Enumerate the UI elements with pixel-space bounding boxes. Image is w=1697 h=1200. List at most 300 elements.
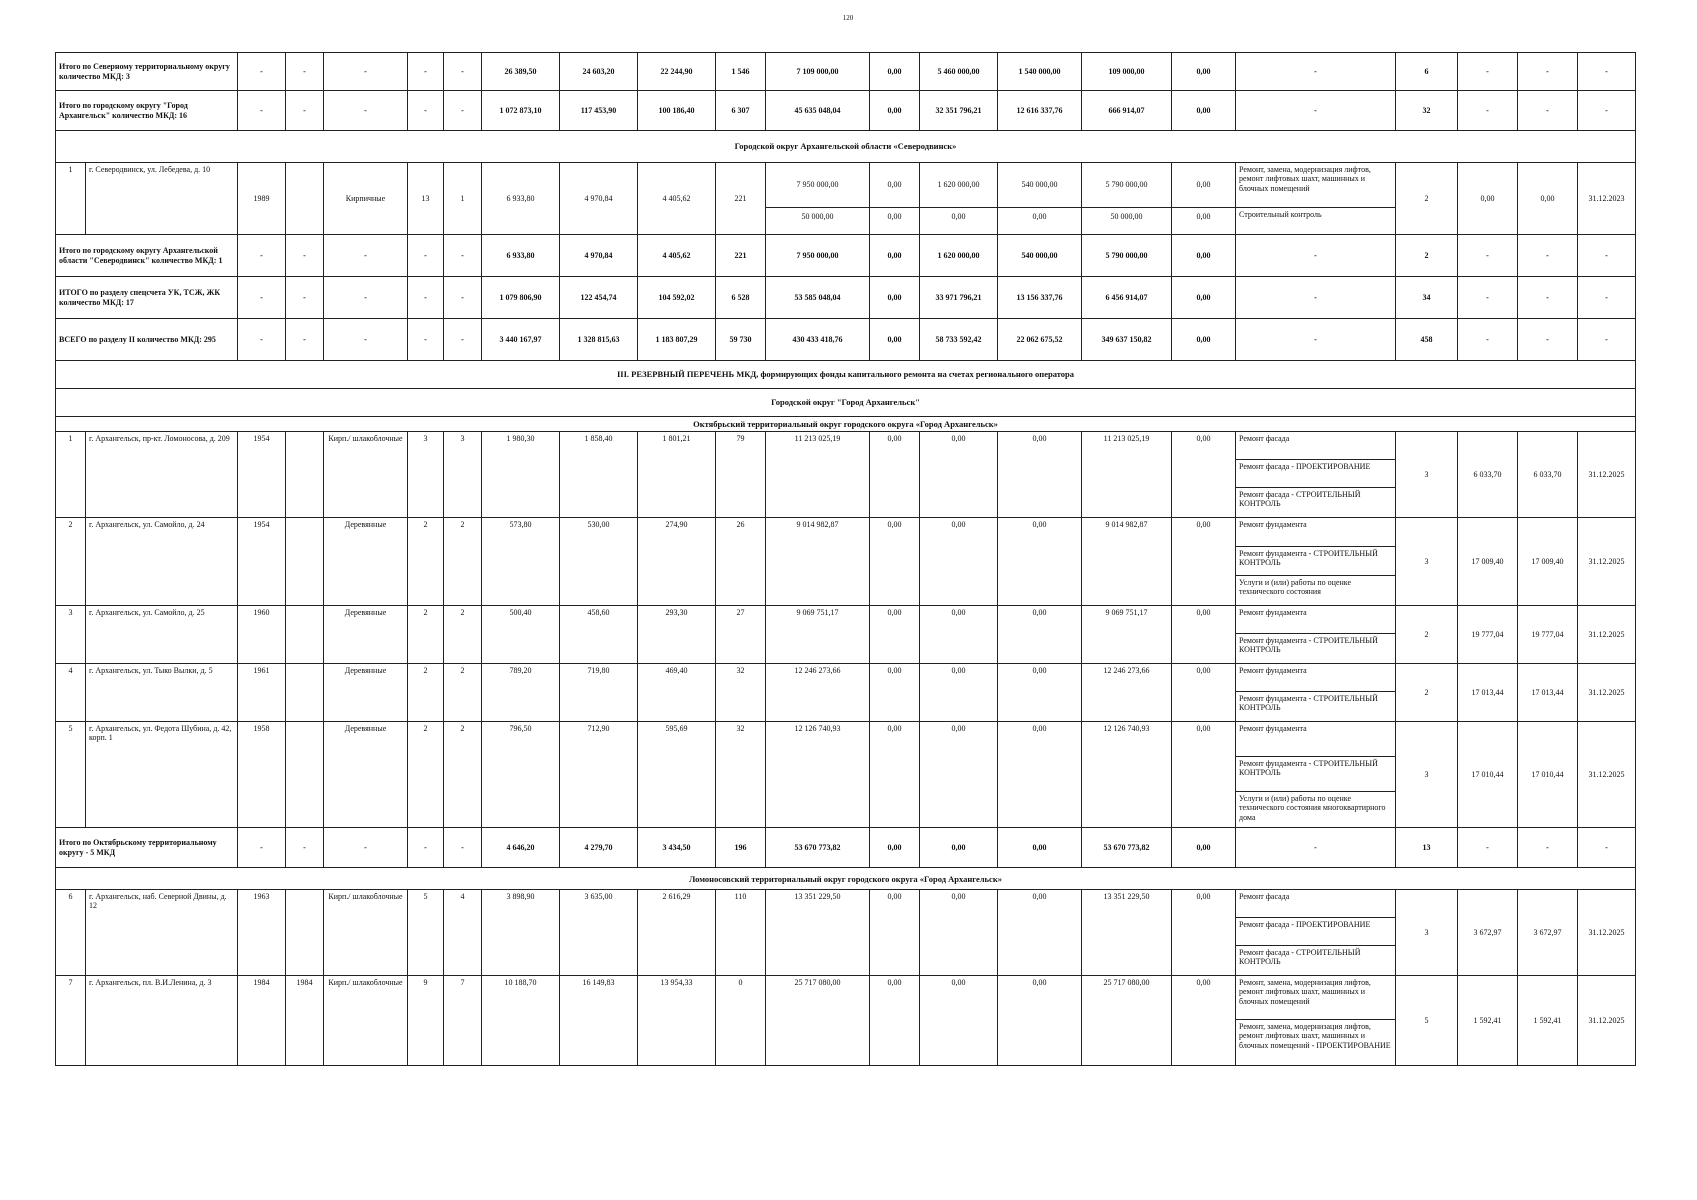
cost-owners: 9 014 982,87	[1082, 518, 1172, 606]
floors: 2	[408, 518, 444, 606]
works-list	[1236, 890, 1396, 976]
area-total: 6 933,80	[482, 163, 560, 235]
total-area-living: 122 454,74	[560, 277, 638, 319]
total-area-private: 100 186,40	[638, 91, 716, 131]
wall-material: Кирп./ шлакоблочные	[324, 432, 408, 518]
cost-per-sqm: 17 013,44	[1458, 664, 1518, 722]
dash-cell: -	[444, 319, 482, 361]
residents: 27	[716, 606, 766, 664]
works-list	[1236, 163, 1396, 235]
dash-cell: -	[286, 277, 324, 319]
total-cost-regional: 33 971 796,21	[920, 277, 998, 319]
works-dash: -	[1236, 53, 1396, 91]
cost-regional: 0,00	[920, 722, 998, 828]
deadline: 31.12.2025	[1578, 664, 1636, 722]
deadline: 31.12.2025	[1578, 722, 1636, 828]
work-item: Ремонт, замена, модернизация лифтов, ремонт лифтовых шахт, машинных и блочных помещений - ПРОЕКТИРОВАНИЕ	[1236, 1019, 1395, 1063]
works-list	[1236, 606, 1396, 664]
address: г. Архангельск, пл. В.И.Ленина, д. 3	[86, 976, 238, 1066]
floors: 13	[408, 163, 444, 235]
wall-material: Кирпичные	[324, 163, 408, 235]
total-cost-municipal: 12 616 337,76	[998, 91, 1082, 131]
section-heading: Октябрьский территориальный округ городского округа «Город Архангельск»	[56, 417, 1636, 432]
total-cost-total: 430 433 418,76	[766, 319, 870, 361]
total-other: 0,00	[1172, 277, 1236, 319]
year-repair	[286, 163, 324, 235]
area-total: 789,20	[482, 664, 560, 722]
total-label: ВСЕГО по разделу II количество МКД: 295	[56, 319, 238, 361]
total-cost-total: 7 950 000,00	[766, 235, 870, 277]
total-label: Итого по городскому округу Архангельской области "Северодвинск" количество МКД: 1	[56, 235, 238, 277]
section-row	[56, 389, 1636, 417]
dash-cell: -	[1458, 277, 1518, 319]
works-count: 3	[1396, 722, 1458, 828]
wall-material: Кирп./ шлакоблочные	[324, 976, 408, 1066]
total-cost-total: 53 670 773,82	[766, 828, 870, 868]
year-repair	[286, 518, 324, 606]
cost-municipal: 0,00	[998, 432, 1082, 518]
deadline: 31.12.2025	[1578, 432, 1636, 518]
floors: 3	[408, 432, 444, 518]
total-count: 32	[1396, 91, 1458, 131]
works-list	[1236, 722, 1396, 828]
cost-fund: 0,00	[870, 722, 920, 828]
table-row	[56, 163, 1636, 235]
total-cost-fund: 0,00	[870, 91, 920, 131]
wall-material: Деревянные	[324, 518, 408, 606]
total-cost-municipal: 540 000,00	[998, 235, 1082, 277]
area-private: 13 954,33	[638, 976, 716, 1066]
row-number: 1	[56, 163, 86, 235]
cost-total: 12 246 273,66	[766, 664, 870, 722]
works-count: 5	[1396, 976, 1458, 1066]
area-private: 2 616,29	[638, 890, 716, 976]
wall-material: Деревянные	[324, 664, 408, 722]
work-item: Ремонт фундамента	[1239, 666, 1307, 676]
area-total: 10 188,70	[482, 976, 560, 1066]
cost-fund: 0,00	[870, 890, 920, 976]
cost-regional: 0,00	[920, 606, 998, 664]
total-area-living: 117 453,90	[560, 91, 638, 131]
total-label: Итого по городскому округу "Город Архангельск" количество МКД: 16	[56, 91, 238, 131]
dash-cell: -	[1518, 53, 1578, 91]
area-total: 500,40	[482, 606, 560, 664]
total-area-total: 26 389,50	[482, 53, 560, 91]
dash-cell: -	[1578, 828, 1636, 868]
area-living: 16 149,83	[560, 976, 638, 1066]
residents: 79	[716, 432, 766, 518]
dash-cell: -	[1458, 235, 1518, 277]
total-area-total: 1 079 806,90	[482, 277, 560, 319]
works-list	[1236, 432, 1396, 518]
row-number: 6	[56, 890, 86, 976]
total-other: 0,00	[1172, 235, 1236, 277]
area-living: 458,60	[560, 606, 638, 664]
total-area-private: 104 592,02	[638, 277, 716, 319]
cost-fund: 0,00	[870, 432, 920, 518]
entrances: 1	[444, 163, 482, 235]
cost-regional-stack	[920, 163, 998, 235]
dash-cell: -	[324, 91, 408, 131]
entrances: 2	[444, 664, 482, 722]
cost-per-sqm-max: 3 672,97	[1518, 890, 1578, 976]
works-dash: -	[1236, 828, 1396, 868]
dash-cell: -	[444, 91, 482, 131]
cost-municipal: 0,00	[998, 664, 1082, 722]
work-item: Ремонт фасада	[1239, 892, 1290, 902]
area-living: 530,00	[560, 518, 638, 606]
total-area-private: 4 405,62	[638, 235, 716, 277]
address: г. Архангельск, наб. Северной Двины, д. 12	[86, 890, 238, 976]
dash-cell: -	[286, 91, 324, 131]
cost-regional: 0,00	[920, 664, 998, 722]
other: 0,00	[1172, 518, 1236, 606]
dash-cell: -	[238, 277, 286, 319]
dash-cell: -	[324, 828, 408, 868]
total-cost-municipal: 1 540 000,00	[998, 53, 1082, 91]
cost-owners: 13 351 229,50	[1082, 890, 1172, 976]
total-count: 34	[1396, 277, 1458, 319]
total-area-private: 1 183 807,29	[638, 319, 716, 361]
dash-cell: -	[1458, 91, 1518, 131]
year-repair	[286, 664, 324, 722]
work-item: Ремонт фундамента - СТРОИТЕЛЬНЫЙ КОНТРОЛЬ	[1236, 756, 1395, 791]
total-area-living: 24 603,20	[560, 53, 638, 91]
works-count: 2	[1396, 664, 1458, 722]
dash-cell: -	[408, 319, 444, 361]
stack-value: 50 000,00	[1082, 207, 1171, 226]
table-row	[56, 518, 1636, 606]
total-area-total: 1 072 873,10	[482, 91, 560, 131]
year-built: 1954	[238, 432, 286, 518]
total-residents: 59 730	[716, 319, 766, 361]
total-area-living: 4 279,70	[560, 828, 638, 868]
work-item: Ремонт фасада - ПРОЕКТИРОВАНИЕ	[1236, 917, 1395, 945]
total-cost-regional: 58 733 592,42	[920, 319, 998, 361]
cost-per-sqm: 3 672,97	[1458, 890, 1518, 976]
cost-owners: 11 213 025,19	[1082, 432, 1172, 518]
dash-cell: -	[1518, 319, 1578, 361]
year-repair	[286, 722, 324, 828]
dash-cell: -	[1578, 277, 1636, 319]
area-total: 1 980,30	[482, 432, 560, 518]
row-number: 7	[56, 976, 86, 1066]
dash-cell: -	[286, 53, 324, 91]
dash-cell: -	[324, 277, 408, 319]
dash-cell: -	[286, 235, 324, 277]
total-cost-total: 7 109 000,00	[766, 53, 870, 91]
year-built: 1958	[238, 722, 286, 828]
deadline: 31.12.2025	[1578, 606, 1636, 664]
dash-cell: -	[444, 53, 482, 91]
work-item: Ремонт фасада - ПРОЕКТИРОВАНИЕ	[1236, 459, 1395, 487]
cost-per-sqm-max: 19 777,04	[1518, 606, 1578, 664]
total-row	[56, 319, 1636, 361]
entrances: 2	[444, 518, 482, 606]
deadline: 31.12.2025	[1578, 976, 1636, 1066]
dash-cell: -	[1518, 277, 1578, 319]
area-total: 573,80	[482, 518, 560, 606]
total-cost-fund: 0,00	[870, 319, 920, 361]
row-number: 4	[56, 664, 86, 722]
cost-total: 11 213 025,19	[766, 432, 870, 518]
dash-cell: -	[286, 828, 324, 868]
year-repair: 1984	[286, 976, 324, 1066]
total-row	[56, 277, 1636, 319]
floors: 2	[408, 606, 444, 664]
total-cost-owners: 109 000,00	[1082, 53, 1172, 91]
other: 0,00	[1172, 606, 1236, 664]
works-dash: -	[1236, 235, 1396, 277]
work-item: Ремонт фундамента - СТРОИТЕЛЬНЫЙ КОНТРОЛЬ	[1236, 546, 1395, 575]
cost-per-sqm: 19 777,04	[1458, 606, 1518, 664]
cost-per-sqm-max: 17 010,44	[1518, 722, 1578, 828]
year-repair	[286, 890, 324, 976]
total-cost-owners: 6 456 914,07	[1082, 277, 1172, 319]
dash-cell: -	[238, 53, 286, 91]
address: г. Архангельск, ул. Тыко Вылки, д. 5	[86, 664, 238, 722]
capital-repair-register-sheet	[55, 52, 1635, 1066]
dash-cell: -	[1578, 235, 1636, 277]
section-heading: III. РЕЗЕРВНЫЙ ПЕРЕЧЕНЬ МКД, формирующих фонды капитального ремонта на счетах регионального оператора	[56, 361, 1636, 389]
entrances: 7	[444, 976, 482, 1066]
area-private: 469,40	[638, 664, 716, 722]
cost-municipal: 0,00	[998, 976, 1082, 1066]
total-label: Итого по Северному территориальному округу количество МКД: 3	[56, 53, 238, 91]
total-cost-owners: 53 670 773,82	[1082, 828, 1172, 868]
dash-cell: -	[1578, 91, 1636, 131]
year-repair	[286, 432, 324, 518]
works-count: 2	[1396, 606, 1458, 664]
dash-cell: -	[324, 53, 408, 91]
cost-municipal: 0,00	[998, 606, 1082, 664]
total-other: 0,00	[1172, 828, 1236, 868]
dash-cell: -	[286, 319, 324, 361]
total-other: 0,00	[1172, 319, 1236, 361]
entrances: 2	[444, 722, 482, 828]
works-dash: -	[1236, 319, 1396, 361]
capital-repair-table	[55, 52, 1636, 1066]
cost-fund: 0,00	[870, 664, 920, 722]
total-residents: 221	[716, 235, 766, 277]
section-row	[56, 868, 1636, 890]
total-area-total: 6 933,80	[482, 235, 560, 277]
total-cost-total: 53 585 048,04	[766, 277, 870, 319]
total-cost-regional: 0,00	[920, 828, 998, 868]
cost-per-sqm: 17 010,44	[1458, 722, 1518, 828]
other: 0,00	[1172, 722, 1236, 828]
cost-total: 9 069 751,17	[766, 606, 870, 664]
dash-cell: -	[408, 235, 444, 277]
stack-value: 50 000,00	[766, 207, 869, 226]
dash-cell: -	[408, 53, 444, 91]
dash-cell: -	[1458, 828, 1518, 868]
area-total: 796,50	[482, 722, 560, 828]
dash-cell: -	[238, 828, 286, 868]
works-dash: -	[1236, 91, 1396, 131]
address: г. Архангельск, ул. Федота Шубина, д. 42, корп. 1	[86, 722, 238, 828]
total-other: 0,00	[1172, 53, 1236, 91]
area-private: 595,69	[638, 722, 716, 828]
total-residents: 196	[716, 828, 766, 868]
section-heading: Ломоносовский территориальный округ городского округа «Город Архангельск»	[56, 868, 1636, 890]
total-count: 458	[1396, 319, 1458, 361]
cost-total: 12 126 740,93	[766, 722, 870, 828]
section-row	[56, 131, 1636, 163]
floors: 9	[408, 976, 444, 1066]
dash-cell: -	[1578, 319, 1636, 361]
residents: 221	[716, 163, 766, 235]
year-built: 1954	[238, 518, 286, 606]
cost-owners: 12 246 273,66	[1082, 664, 1172, 722]
work-item: Ремонт фасада	[1239, 434, 1290, 444]
cost-per-sqm-max: 0,00	[1518, 163, 1578, 235]
stack-value: 0,00	[870, 207, 919, 226]
cost-fund: 0,00	[870, 518, 920, 606]
floors: 5	[408, 890, 444, 976]
year-repair	[286, 606, 324, 664]
residents: 0	[716, 976, 766, 1066]
stack-value: 0,00	[1196, 180, 1211, 189]
section-heading: Городской округ Архангельской области «Северодвинск»	[56, 131, 1636, 163]
table-row	[56, 664, 1636, 722]
total-area-living: 1 328 815,63	[560, 319, 638, 361]
dash-cell: -	[238, 319, 286, 361]
dash-cell: -	[408, 277, 444, 319]
work-item: Ремонт фасада - СТРОИТЕЛЬНЫЙ КОНТРОЛЬ	[1236, 945, 1395, 973]
total-row	[56, 235, 1636, 277]
total-cost-fund: 0,00	[870, 53, 920, 91]
cost-fund-stack	[870, 163, 920, 235]
total-residents: 1 546	[716, 53, 766, 91]
floors: 2	[408, 722, 444, 828]
year-built: 1963	[238, 890, 286, 976]
section-row	[56, 417, 1636, 432]
address: г. Архангельск, ул. Самойло, д. 24	[86, 518, 238, 606]
deadline: 31.12.2025	[1578, 518, 1636, 606]
wall-material: Деревянные	[324, 606, 408, 664]
cost-per-sqm-max: 17 009,40	[1518, 518, 1578, 606]
residents: 110	[716, 890, 766, 976]
works-list	[1236, 518, 1396, 606]
entrances: 4	[444, 890, 482, 976]
works-list	[1236, 664, 1396, 722]
total-residents: 6 528	[716, 277, 766, 319]
year-built: 1984	[238, 976, 286, 1066]
cost-per-sqm: 0,00	[1458, 163, 1518, 235]
row-number: 1	[56, 432, 86, 518]
cost-owners: 25 717 080,00	[1082, 976, 1172, 1066]
deadline: 31.12.2025	[1578, 890, 1636, 976]
total-label: ИТОГО по разделу спецсчета УК, ТСЖ, ЖК количество МКД: 17	[56, 277, 238, 319]
entrances: 3	[444, 432, 482, 518]
table-row	[56, 606, 1636, 664]
row-number: 3	[56, 606, 86, 664]
row-number: 2	[56, 518, 86, 606]
works-count: 3	[1396, 432, 1458, 518]
area-living: 4 970,84	[560, 163, 638, 235]
works-dash: -	[1236, 277, 1396, 319]
dash-cell: -	[444, 277, 482, 319]
cost-per-sqm-max: 6 033,70	[1518, 432, 1578, 518]
dash-cell: -	[408, 91, 444, 131]
work-item: Строительный контроль	[1236, 207, 1395, 226]
work-item: Ремонт фундамента - СТРОИТЕЛЬНЫЙ КОНТРОЛЬ	[1236, 691, 1395, 719]
cost-per-sqm: 1 592,41	[1458, 976, 1518, 1066]
work-item: Ремонт фундамента	[1239, 724, 1307, 734]
total-cost-fund: 0,00	[870, 828, 920, 868]
dash-cell: -	[444, 235, 482, 277]
dash-cell: -	[238, 235, 286, 277]
work-item: Ремонт, замена, модернизация лифтов, ремонт лифтовых шахт, машинных и блочных помещений	[1239, 978, 1371, 1006]
address: г. Архангельск, ул. Самойло, д. 25	[86, 606, 238, 664]
total-cost-regional: 5 460 000,00	[920, 53, 998, 91]
total-count: 13	[1396, 828, 1458, 868]
works-count: 3	[1396, 518, 1458, 606]
total-cost-owners: 666 914,07	[1082, 91, 1172, 131]
stack-value: 7 950 000,00	[796, 180, 839, 189]
area-living: 3 635,00	[560, 890, 638, 976]
cost-total: 25 717 080,00	[766, 976, 870, 1066]
cost-owners: 9 069 751,17	[1082, 606, 1172, 664]
cost-fund: 0,00	[870, 976, 920, 1066]
cost-per-sqm-max: 1 592,41	[1518, 976, 1578, 1066]
cost-municipal: 0,00	[998, 518, 1082, 606]
cost-regional: 0,00	[920, 432, 998, 518]
residents: 26	[716, 518, 766, 606]
other-stack	[1172, 163, 1236, 235]
total-cost-municipal: 13 156 337,76	[998, 277, 1082, 319]
stack-value: 0,00	[1172, 207, 1235, 226]
table-row	[56, 976, 1636, 1066]
year-built: 1960	[238, 606, 286, 664]
other: 0,00	[1172, 432, 1236, 518]
cost-total-stack	[766, 163, 870, 235]
table-row	[56, 722, 1636, 828]
area-private: 4 405,62	[638, 163, 716, 235]
table-body	[56, 53, 1636, 1066]
stack-value: 5 790 000,00	[1105, 180, 1148, 189]
year-built: 1961	[238, 664, 286, 722]
work-item: Услуги и (или) работы по оценке технического состояния	[1236, 575, 1395, 604]
area-living: 719,80	[560, 664, 638, 722]
total-count: 6	[1396, 53, 1458, 91]
total-cost-total: 45 635 048,04	[766, 91, 870, 131]
other: 0,00	[1172, 890, 1236, 976]
total-area-private: 22 244,90	[638, 53, 716, 91]
row-number: 5	[56, 722, 86, 828]
area-living: 1 858,40	[560, 432, 638, 518]
entrances: 2	[444, 606, 482, 664]
other: 0,00	[1172, 664, 1236, 722]
section-heading: Городской округ "Город Архангельск"	[56, 389, 1636, 417]
work-item: Ремонт фундамента - СТРОИТЕЛЬНЫЙ КОНТРОЛЬ	[1236, 633, 1395, 661]
dash-cell: -	[408, 828, 444, 868]
dash-cell: -	[444, 828, 482, 868]
area-private: 274,90	[638, 518, 716, 606]
deadline: 31.12.2023	[1578, 163, 1636, 235]
total-residents: 6 307	[716, 91, 766, 131]
cost-municipal-stack	[998, 163, 1082, 235]
work-item: Ремонт, замена, модернизация лифтов, ремонт лифтовых шахт, машинных и блочных помещений	[1239, 165, 1371, 193]
cost-regional: 0,00	[920, 890, 998, 976]
total-label: Итого по Октябрьскому территориальному округу - 5 МКД	[56, 828, 238, 868]
table-row	[56, 432, 1636, 518]
area-private: 293,30	[638, 606, 716, 664]
work-item: Ремонт фундамента	[1239, 520, 1307, 530]
cost-owners: 12 126 740,93	[1082, 722, 1172, 828]
total-cost-fund: 0,00	[870, 277, 920, 319]
